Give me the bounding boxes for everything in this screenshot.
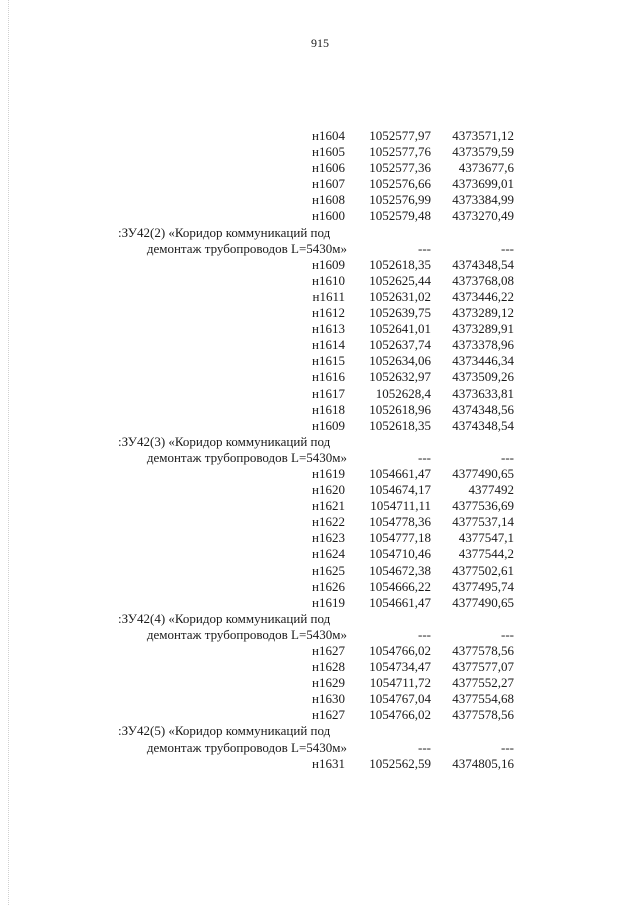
coord-y: 4377536,69 <box>452 498 514 514</box>
coord-y: 4373768,08 <box>452 272 514 288</box>
point-id: н1625 <box>312 562 345 578</box>
section-title-line2: демонтаж трубопроводов L=5430м» <box>146 626 347 642</box>
point-id: н1612 <box>312 305 345 321</box>
point-id: н1606 <box>312 160 345 176</box>
table-row <box>0 273 640 289</box>
section-title-line2: демонтаж трубопроводов L=5430м» <box>146 240 347 256</box>
section-title-line1: :ЗУ42(2) «Коридор коммуникаций под <box>118 224 331 240</box>
coord-x: 1052634,06 <box>369 353 431 369</box>
point-id: н1627 <box>312 707 345 723</box>
coord-y: 4377490,65 <box>452 594 514 610</box>
coord-y: 4377544,2 <box>458 546 514 562</box>
point-id: н1609 <box>312 256 345 272</box>
section-header-row <box>0 241 640 257</box>
coord-x: 1054766,02 <box>369 643 431 658</box>
point-id: н1613 <box>312 321 345 337</box>
table-row <box>0 691 640 707</box>
coord-x: 1052631,02 <box>369 288 431 304</box>
section-header-row <box>0 450 640 466</box>
coord-y: 4374348,54 <box>452 256 514 272</box>
coord-x: 1052562,59 <box>369 755 431 771</box>
coord-x: 1052618,96 <box>369 401 431 417</box>
table-row <box>0 579 640 595</box>
coord-y: 4373289,12 <box>452 305 514 321</box>
dash-placeholder-y: --- <box>501 739 514 755</box>
coord-x: 1054734,47 <box>369 659 431 675</box>
section-title-line2: демонтаж трубопроводов L=5430м» <box>146 449 347 465</box>
dash-placeholder-x: --- <box>418 240 431 256</box>
coord-x: 1054711,11 <box>370 498 431 514</box>
point-id: н1611 <box>312 288 345 304</box>
table-row <box>0 176 640 192</box>
point-id: н1619 <box>312 465 345 481</box>
coord-y: 4377537,14 <box>452 514 514 530</box>
coord-x: 1054766,02 <box>369 707 431 723</box>
coord-x: 1052577,97 <box>369 128 431 143</box>
table-row <box>0 402 640 418</box>
coord-y: 4373446,22 <box>452 288 514 304</box>
point-id: н1616 <box>312 369 345 385</box>
section-title-line2: демонтаж трубопроводов L=5430м» <box>146 739 347 755</box>
section-header-row <box>0 627 640 643</box>
table-row <box>0 595 640 611</box>
table-row <box>0 305 640 321</box>
coord-y: 4373270,49 <box>452 208 514 224</box>
table-row <box>0 546 640 562</box>
table-row <box>0 482 640 498</box>
coord-y: 4377578,56 <box>452 643 514 658</box>
coord-y: 4373289,91 <box>452 321 514 337</box>
table-row <box>0 514 640 530</box>
table-row <box>0 321 640 337</box>
table-row <box>0 530 640 546</box>
section-header-row <box>0 225 640 241</box>
point-id: н1607 <box>312 176 345 192</box>
point-id: н1629 <box>312 675 345 691</box>
coord-x: 1054711,72 <box>369 675 431 691</box>
table-row <box>0 563 640 579</box>
point-id: н1623 <box>312 530 345 546</box>
table-row <box>0 337 640 353</box>
coord-y: 4377577,07 <box>452 659 514 675</box>
coord-y: 4377492 <box>468 482 514 498</box>
section-title-line1: :ЗУ42(3) «Коридор коммуникаций под <box>118 433 331 449</box>
coord-x: 1054710,46 <box>369 546 431 562</box>
coord-y: 4374348,56 <box>452 401 514 417</box>
coord-x: 1052618,35 <box>369 256 431 272</box>
table-row <box>0 160 640 176</box>
point-id: н1628 <box>312 659 345 675</box>
coord-y: 4377554,68 <box>452 691 514 707</box>
coordinates-table <box>0 128 640 772</box>
coord-x: 1052632,97 <box>369 369 431 385</box>
table-row <box>0 643 640 659</box>
dash-placeholder-x: --- <box>418 739 431 755</box>
dash-placeholder-y: --- <box>501 449 514 465</box>
section-header-row <box>0 740 640 756</box>
point-id: н1600 <box>312 208 345 224</box>
coord-y: 4373446,34 <box>452 353 514 369</box>
coord-y: 4373699,01 <box>452 176 514 192</box>
point-id: н1621 <box>312 498 345 514</box>
table-row <box>0 707 640 723</box>
point-id: н1604 <box>312 128 345 143</box>
point-id: н1619 <box>312 594 345 610</box>
coord-x: 1052641,01 <box>369 321 431 337</box>
coord-x: 1054767,04 <box>369 691 431 707</box>
coord-x: 1052579,48 <box>369 208 431 224</box>
page-number: 915 <box>311 36 329 50</box>
coord-x: 1054661,47 <box>369 594 431 610</box>
point-id: н1624 <box>312 546 345 562</box>
point-id: н1614 <box>312 337 345 353</box>
coord-y: 4377547,1 <box>458 530 514 546</box>
coord-y: 4377490,65 <box>452 465 514 481</box>
coord-x: 1052618,35 <box>369 417 431 433</box>
coord-y: 4374348,54 <box>452 417 514 433</box>
table-row <box>0 257 640 273</box>
coord-x: 1054777,18 <box>369 530 431 546</box>
coord-y: 4373571,12 <box>452 128 514 143</box>
dash-placeholder-y: --- <box>501 240 514 256</box>
table-row <box>0 418 640 434</box>
point-id: н1618 <box>312 401 345 417</box>
coord-y: 4374805,16 <box>452 755 514 771</box>
table-row <box>0 289 640 305</box>
point-id: н1608 <box>312 192 345 208</box>
coord-y: 4373633,81 <box>452 385 514 401</box>
coord-x: 1052577,36 <box>369 160 431 176</box>
coord-x: 1052628,4 <box>375 385 431 401</box>
coord-x: 1054666,22 <box>369 578 431 594</box>
coord-x: 1054674,17 <box>369 482 431 498</box>
point-id: н1610 <box>312 272 345 288</box>
table-row <box>0 369 640 385</box>
point-id: н1605 <box>312 144 345 160</box>
coord-x: 1052637,74 <box>369 337 431 353</box>
point-id: н1631 <box>312 755 345 771</box>
coord-x: 1054661,47 <box>369 465 431 481</box>
table-row <box>0 208 640 224</box>
coord-y: 4377495,74 <box>452 578 514 594</box>
coord-x: 1052625,44 <box>369 272 431 288</box>
coord-x: 1054672,38 <box>369 562 431 578</box>
coord-y: 4373579,59 <box>452 144 514 160</box>
coord-x: 1052639,75 <box>369 305 431 321</box>
coord-y: 4373509,26 <box>452 369 514 385</box>
point-id: н1620 <box>312 482 345 498</box>
table-row <box>0 659 640 675</box>
coord-x: 1052577,76 <box>369 144 431 160</box>
coord-y: 4377578,56 <box>452 707 514 723</box>
dash-placeholder-y: --- <box>501 626 514 642</box>
coord-y: 4373384,99 <box>452 192 514 208</box>
table-row <box>0 466 640 482</box>
point-id: н1609 <box>312 417 345 433</box>
section-header-row <box>0 611 640 627</box>
point-id: н1627 <box>312 643 345 658</box>
table-row <box>0 675 640 691</box>
table-row <box>0 144 640 160</box>
dash-placeholder-x: --- <box>418 449 431 465</box>
point-id: н1622 <box>312 514 345 530</box>
coord-y: 4377502,61 <box>452 562 514 578</box>
point-id: н1626 <box>312 578 345 594</box>
coord-y: 4377552,27 <box>452 675 514 691</box>
section-header-row <box>0 723 640 739</box>
point-id: н1630 <box>312 691 345 707</box>
coord-x: 1052576,66 <box>369 176 431 192</box>
dash-placeholder-x: --- <box>418 626 431 642</box>
section-header-row <box>0 434 640 450</box>
section-title-line1: :ЗУ42(4) «Коридор коммуникаций под <box>118 610 331 626</box>
section-title-line1: :ЗУ42(5) «Коридор коммуникаций под <box>118 723 331 739</box>
coord-x: 1054778,36 <box>369 514 431 530</box>
table-row <box>0 498 640 514</box>
point-id: н1615 <box>312 353 345 369</box>
point-id: н1617 <box>312 385 345 401</box>
table-row <box>0 756 640 772</box>
coord-x: 1052576,99 <box>369 192 431 208</box>
table-row <box>0 128 640 144</box>
table-row <box>0 353 640 369</box>
coord-y: 4373677,6 <box>458 160 514 176</box>
table-row <box>0 192 640 208</box>
table-row <box>0 386 640 402</box>
coord-y: 4373378,96 <box>452 337 514 353</box>
